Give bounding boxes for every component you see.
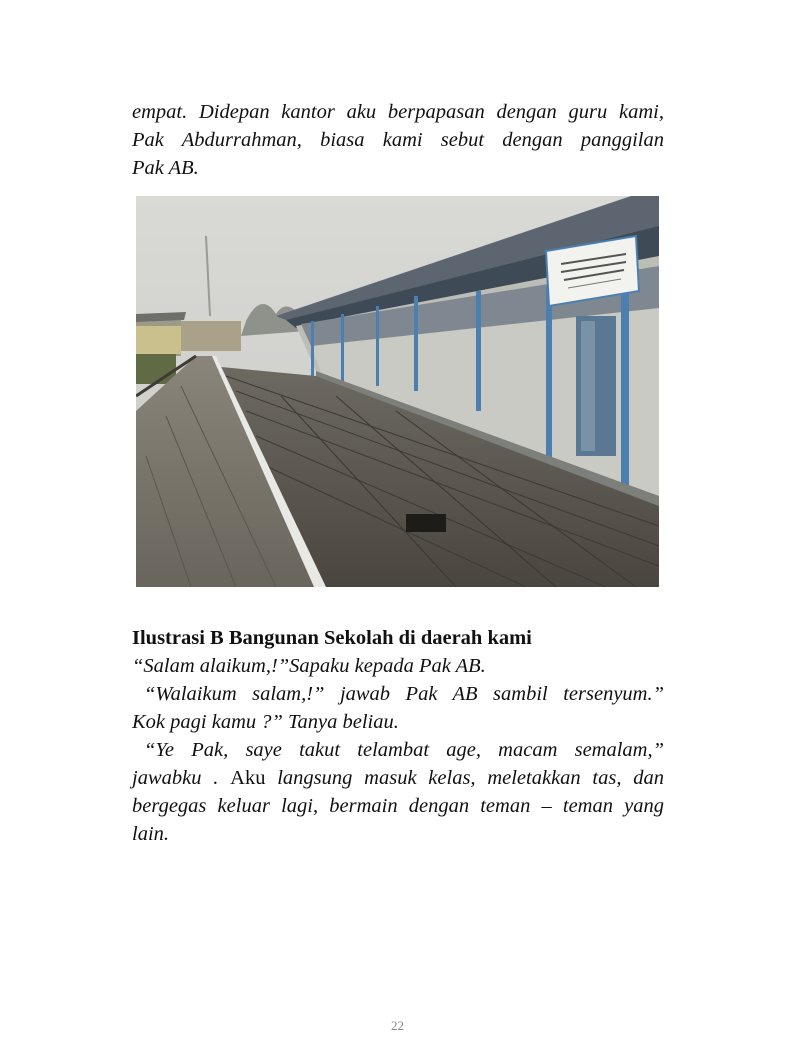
paragraph-text: Pak Abdurrahman, biasa kami sebut dengan panggilan — [132, 129, 664, 151]
paragraph-line — [132, 98, 664, 126]
dialogue-line — [132, 792, 664, 820]
illustration-caption: Ilustrasi B Bangunan Sekolah di daerah kami — [132, 627, 532, 649]
dialogue-line — [132, 652, 664, 680]
dialogue-text: jawabku . — [132, 767, 231, 789]
dialogue-line — [132, 736, 664, 764]
page-number: 22 — [391, 1018, 404, 1033]
dialogue-text: “Ye Pak, saye takut telambat age, macam semalam,” — [144, 739, 664, 761]
dialogue-line — [132, 680, 664, 708]
dialogue-text-upright: Aku — [230, 767, 278, 789]
paragraph-line — [132, 126, 664, 154]
paragraph-text: Pak AB. — [132, 157, 199, 179]
dialogue-text: bergegas keluar lagi, bermain dengan teman – teman yang — [132, 795, 664, 817]
paragraph-line — [132, 154, 664, 182]
dialogue-line — [132, 764, 664, 792]
dialogue-text: Kok pagi kamu ?” Tanya beliau. — [132, 711, 399, 733]
school-building-photo — [136, 196, 659, 587]
dialogue-text: lain. — [132, 823, 170, 845]
paragraph-text: empat. Didepan kantor aku berpapasan dengan guru kami, — [132, 101, 664, 123]
dialogue-text: langsung masuk kelas, meletakkan tas, dan — [277, 767, 664, 789]
dialogue-line — [132, 708, 664, 736]
dialogue-text: “Walaikum salam,!” jawab Pak AB sambil tersenyum.” — [144, 683, 664, 705]
dialogue-text: “Salam alaikum,!”Sapaku kepada Pak AB. — [132, 655, 486, 677]
dialogue-line — [132, 820, 664, 848]
